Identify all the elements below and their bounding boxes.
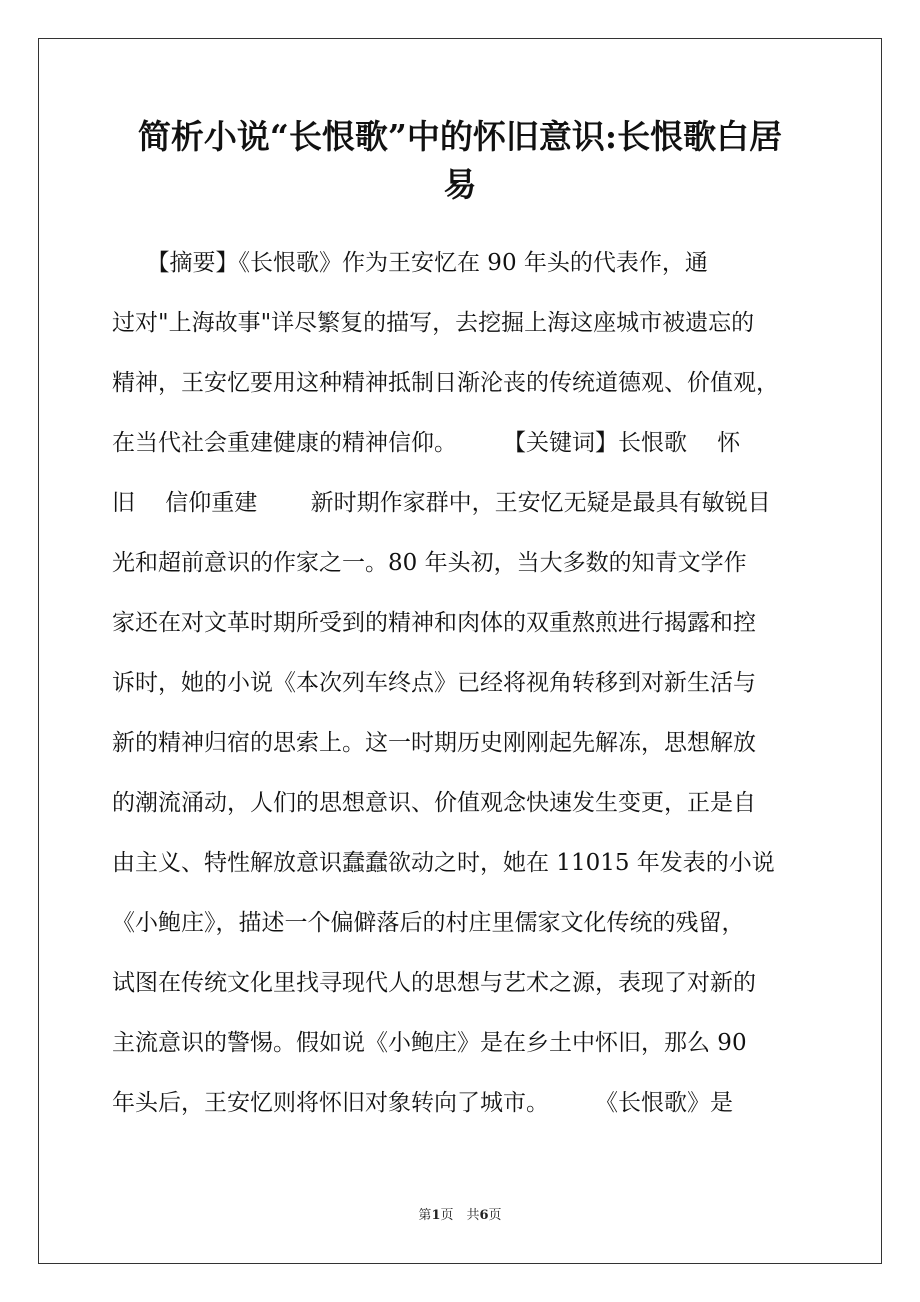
page-prefix: 第 (418, 1208, 432, 1223)
page-suffix: 页 (488, 1208, 502, 1223)
body-line: 旧 信仰重建 新时期作家群中，王安忆无疑是最具有敏锐目 (112, 490, 771, 516)
page-number-footer (0, 1207, 920, 1225)
body-line: 光和超前意识的作家之一。80 年头初，当大多数的知青文学作 (112, 550, 747, 576)
body-line: 《小鲍庄》，描述一个偏僻落后的村庄里儒家文化传统的残留， (112, 910, 745, 936)
page-current: 1 (431, 1208, 441, 1223)
body-line: 家还在对文革时期所受到的精神和肉体的双重熬煎进行揭露和控 (112, 610, 756, 636)
body-line: 的潮流涌动，人们的思想意识、价值观念快速发生变更，正是自 (112, 790, 756, 816)
page-frame (38, 38, 882, 1264)
body-line: 过对"上海故事"详尽繁复的描写，去挖掘上海这座城市被遗忘的 (112, 310, 755, 336)
body-line: 主流意识的警惕。假如说《小鲍庄》是在乡土中怀旧，那么 90 (112, 1030, 747, 1056)
body-line: 年头后，王安忆则将怀旧对象转向了城市。 《长恨歌》是 (112, 1090, 733, 1116)
body-line: 诉时，她的小说《本次列车终点》已经将视角转移到对新生活与 (112, 670, 756, 696)
document-title-line-1: 简析小说“长恨歌”中的怀旧意识:长恨歌白居 (137, 117, 783, 156)
page-mid: 页 共 (440, 1208, 480, 1223)
body-line: 在当代社会重建健康的精神信仰。 【关键词】长恨歌 怀 (112, 430, 741, 456)
body-line: 由主义、特性解放意识蠢蠢欲动之时，她在 11015 年发表的小说 (112, 850, 775, 876)
body-line: 新的精神归宿的思索上。这一时期历史刚刚起先解冻，思想解放 (112, 730, 756, 756)
page-total: 6 (479, 1208, 489, 1223)
body-line: 试图在传统文化里找寻现代人的思想与艺术之源，表现了对新的 (112, 970, 756, 996)
document-title-line-2: 易 (443, 165, 477, 204)
body-line: 【摘要】《长恨歌》作为王安忆在 90 年头的代表作，通 (112, 250, 708, 276)
body-line: 精神，王安忆要用这种精神抵制日渐沦丧的传统道德观、价值观， (112, 370, 779, 396)
